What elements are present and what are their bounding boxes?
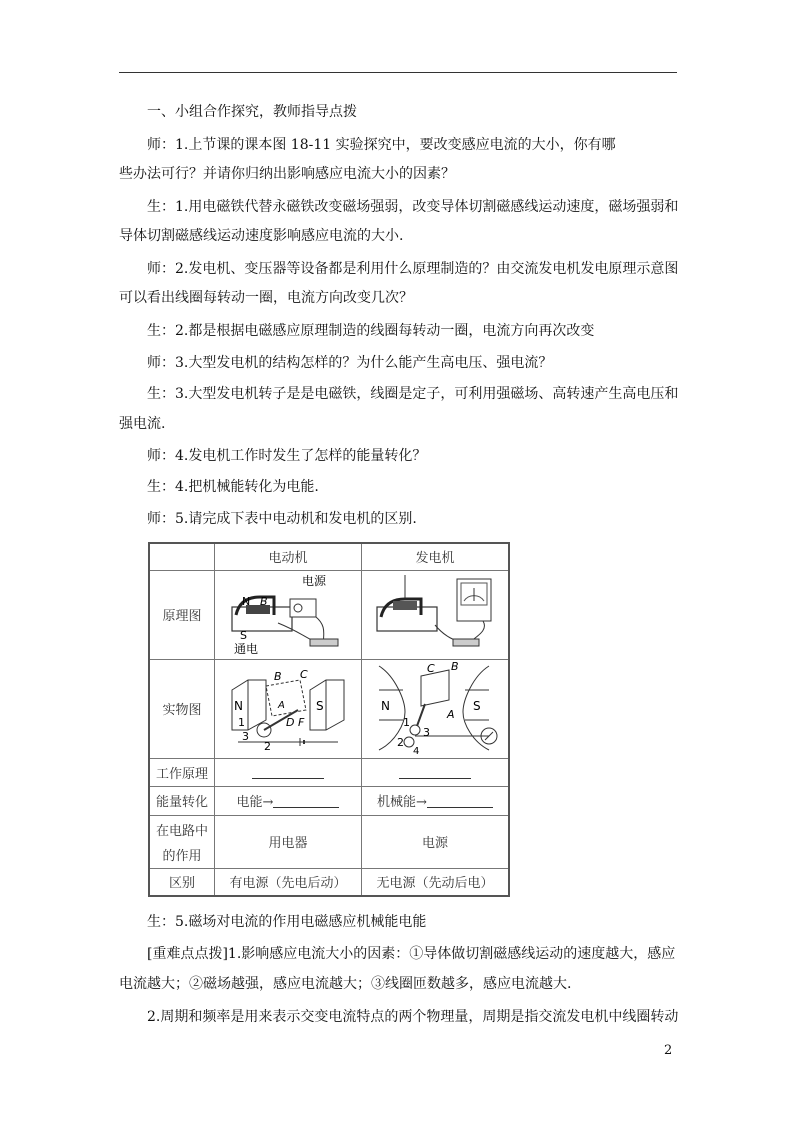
label-energized: 通电	[233, 641, 258, 655]
generator-principle-diagram	[365, 571, 505, 655]
generator-energy-text: 机械能→	[377, 795, 427, 810]
text-line: 些办法可行？并请你归纳出影响感应电流大小的因素？	[119, 166, 455, 182]
text-line: 师：3.大型发电机的结构怎样的？为什么能产生高电压、强电流？	[147, 355, 553, 371]
row-label-principle: 原理图	[149, 570, 215, 659]
label-c: C	[299, 667, 308, 681]
text-line: 强电流.	[119, 416, 166, 432]
text-line: 生：2.都是根据电磁感应原理制造的线圈每转动一圈，电流方向再次改变	[147, 323, 595, 339]
motor-physical-diagram	[218, 660, 358, 754]
switch-shape	[310, 639, 338, 646]
generator-working-blank[interactable]	[399, 764, 471, 779]
generator-physical-cell	[361, 659, 509, 758]
motor-principle-cell	[215, 570, 362, 659]
text-line: 电流越大；②磁场越强，感应电流越大；③线圈匝数越多，感应电流越大.	[119, 976, 572, 992]
role-label-line2: 的作用	[162, 848, 202, 864]
header-generator: 发电机	[361, 543, 509, 570]
label-s: S	[472, 698, 481, 713]
label-1: 1	[402, 715, 410, 729]
label-b: B	[273, 669, 282, 683]
header-motor: 电动机	[215, 543, 362, 570]
label-s: S	[239, 628, 247, 642]
motor-energy-text: 电能→	[236, 795, 274, 810]
label-c: C	[426, 661, 435, 675]
text-line: 导体切割磁感线运动速度影响感应电流的大小.	[119, 228, 404, 244]
row-label-difference: 区别	[149, 868, 215, 896]
motor-energy-blank[interactable]	[273, 793, 339, 808]
label-2: 2	[263, 739, 271, 753]
text-line: 师：1.上节课的课本图 18-11 实验探究中，要改变感应电流的大小，你有哪	[147, 137, 616, 153]
generator-working-cell	[361, 758, 509, 786]
motor-difference-cell: 有电源（先电后动）	[215, 868, 362, 896]
generator-difference-cell: 无电源（先动后电）	[361, 868, 509, 896]
text-line: 生：3.大型发电机转子是是电磁铁，线圈是定子，可利用强磁场、高转速产生高电压和	[147, 386, 679, 402]
label-f: F	[297, 715, 305, 729]
role-label-line1: 在电路中	[155, 823, 208, 839]
label-power-supply: 电源	[301, 573, 326, 588]
label-a: A	[277, 699, 285, 711]
text-line: 生：5.磁场对电流的作用电磁感应机械能电能	[147, 914, 427, 930]
label-a: A	[446, 707, 455, 721]
generator-energy-cell	[361, 786, 509, 815]
label-n: N	[233, 698, 243, 713]
row-label-energy: 能量转化	[149, 786, 215, 815]
text-line: 可以看出线圈每转动一圈，电流方向改变几次？	[119, 290, 413, 306]
row-label-role	[149, 815, 215, 868]
text-line: [重难点点拨]1.影响感应电流大小的因素：①导体做切割磁感线运动的速度越大，感应	[147, 946, 676, 962]
motor-principle-diagram	[218, 571, 358, 655]
motor-physical-cell	[215, 659, 362, 758]
label-2: 2	[396, 735, 404, 749]
label-d: D	[285, 715, 295, 729]
motor-working-cell	[215, 758, 362, 786]
header-rule	[119, 72, 677, 73]
text-line: 生：1.用电磁铁代替永磁铁改变磁场强弱，改变导体切割磁感线运动速度，磁场强弱和	[147, 199, 679, 215]
generator-principle-cell	[361, 570, 509, 659]
text-line: 生：4.把机械能转化为电能.	[147, 479, 319, 495]
label-4: 4	[412, 745, 420, 754]
section-heading: 一、小组合作探究，教师指导点拨	[147, 104, 357, 120]
page-number: 2	[664, 1043, 673, 1058]
motor-working-blank[interactable]	[252, 764, 324, 779]
text-line: 师：4.发电机工作时发生了怎样的能量转化？	[147, 448, 427, 464]
generator-role-cell: 电源	[361, 815, 509, 868]
row-label-working: 工作原理	[149, 758, 215, 786]
motor-energy-cell	[215, 786, 362, 815]
text-line: 师：2.发电机、变压器等设备都是利用什么原理制造的？由交流发电机发电原理示意图	[147, 261, 679, 277]
label-3: 3	[241, 729, 249, 743]
generator-physical-diagram	[365, 660, 505, 754]
label-3: 3	[422, 725, 430, 739]
comparison-table	[148, 542, 510, 897]
text-line: 师：5.请完成下表中电动机和发电机的区别.	[147, 511, 417, 527]
label-b: B	[450, 659, 459, 673]
row-label-physical: 实物图	[149, 659, 215, 758]
label-n: N	[241, 594, 251, 608]
label-s: S	[315, 698, 324, 713]
label-b: B	[259, 594, 268, 608]
table-corner	[149, 543, 215, 570]
label-1: 1	[237, 715, 245, 729]
label-n: N	[380, 698, 390, 713]
motor-role-cell: 用电器	[215, 815, 362, 868]
generator-energy-blank[interactable]	[427, 793, 493, 808]
text-line: 2.周期和频率是用来表示交变电流特点的两个物理量，周期是指交流发电机中线圈转动	[147, 1009, 679, 1025]
